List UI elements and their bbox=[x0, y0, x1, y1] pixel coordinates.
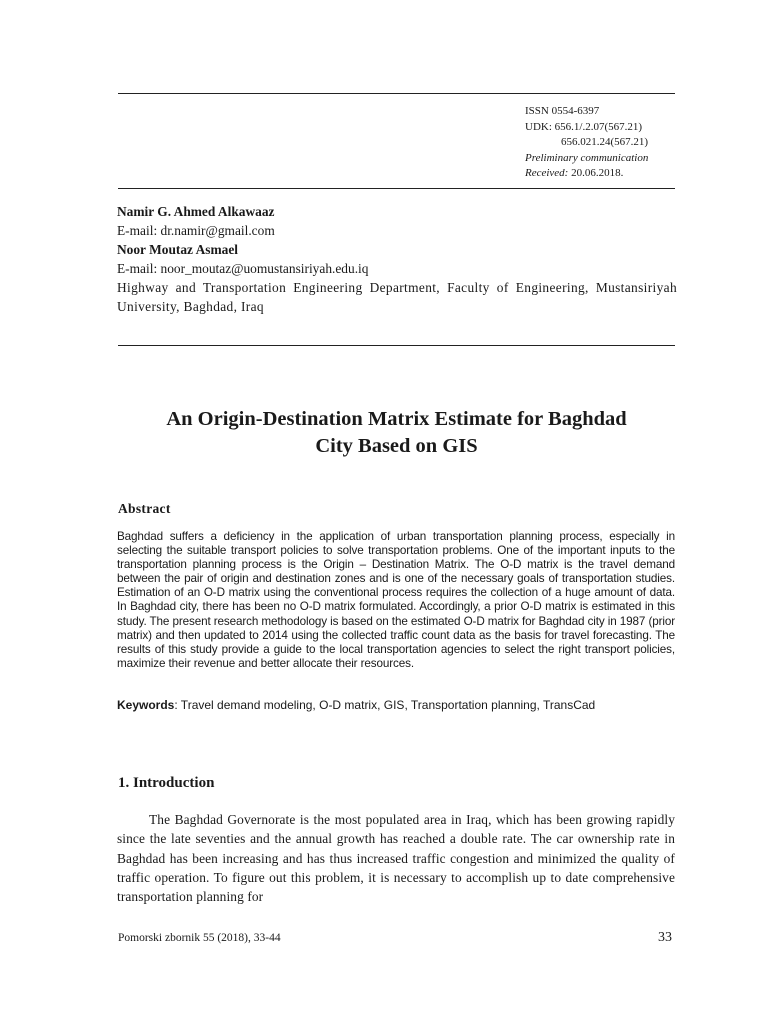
received-label: Received: bbox=[525, 167, 569, 179]
issn: ISSN 0554-6397 bbox=[525, 105, 600, 117]
section-heading-introduction: 1. Introduction bbox=[118, 775, 215, 791]
author-block bbox=[117, 202, 677, 316]
udk-line-2: 656.021.24(567.21) bbox=[561, 136, 649, 148]
title-line-1: An Origin-Destination Matrix Estimate for Baghdad bbox=[166, 408, 627, 430]
abstract-text: Baghdad suffers a deficiency in the application of urban transportation planning process, especially in selecting the suitable transport policies to solve transportation problems. One of the important inputs to the transportation planning process is the Origin – Destination Matrix. The O-D matrix is the travel demand between the pair of origin and destination zones and is one of the necessary goals of transportation studies. Estimation of an O-D matrix using the conventional process requires the collection of a huge amount of data. In Baghdad city, there has been no O-D matrix formulated. Accordingly, a prior O-D matrix is estimated in this study. The present research methodology is based on the estimated O-D matrix for Baghdad city in 1987 (prior matrix) and then updated to 2014 using the collected traffic count data as the basis for travel forecasting. The results of this study provide a guide to the local transportation agencies to select the right transport policies, maximize their revenue and better allocate their resources. bbox=[117, 530, 675, 670]
page-number: 33 bbox=[658, 930, 672, 945]
received-date: 20.06.2018. bbox=[571, 167, 624, 179]
metadata-rule bbox=[118, 188, 675, 189]
received-line bbox=[525, 166, 648, 182]
affiliation: Highway and Transportation Engineering Department, Faculty of Engineering, Mustansiriyah University, Baghdad, Iraq bbox=[117, 280, 677, 314]
keywords-label: Keywords bbox=[117, 698, 175, 712]
abstract-heading: Abstract bbox=[118, 501, 171, 516]
author-1-email: E-mail: dr.namir@gmail.com bbox=[117, 223, 275, 238]
author-2-name: Noor Moutaz Asmael bbox=[117, 242, 238, 257]
top-rule bbox=[118, 93, 675, 94]
udk-line-1: UDK: 656.1/.2.07(567.21) bbox=[525, 120, 643, 133]
keywords bbox=[117, 698, 675, 713]
paper-type: Preliminary communication bbox=[525, 151, 649, 164]
publication-metadata bbox=[525, 104, 648, 182]
title-line-2: City Based on GIS bbox=[315, 435, 478, 457]
paper-title bbox=[118, 406, 675, 460]
author-rule bbox=[118, 345, 675, 346]
introduction-paragraph: The Baghdad Governorate is the most populated area in Iraq, which has been growing rapidly since the late seventies and the annual growth has reached a double rate. The car ownership rate in Baghdad has been increasing and has thus increased traffic congestion and minimized the quality of traffic operation. To figure out this problem, it is necessary to accomplish up to date comprehensive transportation planning for bbox=[117, 812, 675, 905]
journal-citation: Pomorski zbornik 55 (2018), 33-44 bbox=[118, 932, 281, 944]
author-1-name: Namir G. Ahmed Alkawaaz bbox=[117, 204, 275, 219]
introduction-body bbox=[117, 810, 675, 906]
author-2-email: E-mail: noor_moutaz@uomustansiriyah.edu.iq bbox=[117, 261, 369, 276]
keywords-text: : Travel demand modeling, O-D matrix, GIS, Transportation planning, TransCad bbox=[174, 698, 596, 712]
